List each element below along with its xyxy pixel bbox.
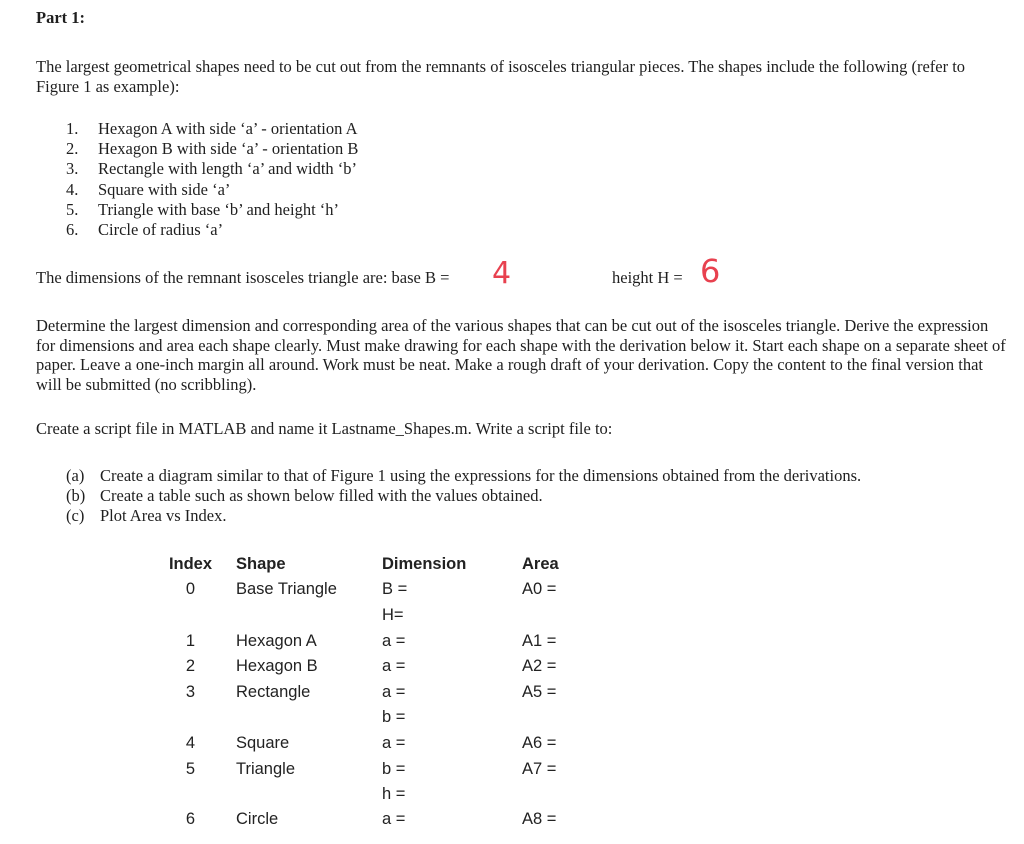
list-item: (c) Plot Area vs Index. (66, 506, 227, 526)
list-item: (a) Create a diagram similar to that of Figure 1 using the expressions for the dimensions obtained from the derivations. (66, 466, 862, 485)
cell-area: A7 = (522, 760, 557, 778)
script-instructions: Create a script file in MATLAB and name it Lastname_Shapes.m. Write a script file to: (36, 419, 613, 438)
cell-dimension: H= (382, 606, 404, 624)
cell-shape: Rectangle (236, 683, 311, 701)
tasks-list (66, 466, 861, 527)
cell-area: A8 = (522, 810, 557, 828)
cell-area: A6 = (522, 734, 557, 752)
list-item: 3. Rectangle with length ‘a’ and width ‘b’ (66, 159, 358, 179)
list-item: 6. Circle of radius ‘a’ (66, 220, 224, 240)
instructions-paragraph: Determine the largest dimension and corresponding area of the various shapes that can be cut out of the isosceles triangle. Derive the expression for dimensions and area each shape clearly. Must make drawing for each shape with the derivation below it. Start each shape on a separate sheet of paper. Leave a one-inch margin all around. Work must be neat. Make a rough draft of your derivation. Copy the content to the final version that will be submitted (no scribbling). (36, 316, 1006, 394)
cell-dimension: a = (382, 683, 406, 701)
cell-index: 3 (185, 683, 196, 701)
cell-dimension: h = (382, 785, 406, 803)
cell-shape: Base Triangle (236, 580, 337, 598)
cell-index: 4 (185, 734, 196, 752)
list-item: 2. Hexagon B with side ‘a’ - orientation B (66, 139, 359, 159)
cell-dimension: a = (382, 734, 406, 752)
cell-shape: Circle (236, 810, 279, 828)
intro-paragraph: The largest geometrical shapes need to be cut out from the remnants of isosceles triangular pieces. The shapes include the following (refer to Figure 1 as example): (36, 57, 966, 96)
cell-dimension: a = (382, 632, 406, 650)
cell-index: 5 (185, 760, 196, 778)
cell-index: 2 (185, 657, 196, 675)
cell-index: 0 (185, 580, 196, 598)
cell-area: A5 = (522, 683, 557, 701)
cell-dimension: b = (382, 708, 406, 726)
cell-shape: Hexagon A (236, 632, 317, 650)
cell-index: 1 (185, 632, 196, 650)
cell-dimension: a = (382, 810, 406, 828)
base-dimension-label: The dimensions of the remnant isosceles triangle are: base B = (36, 268, 450, 287)
cell-area: A2 = (522, 657, 557, 675)
cell-dimension: B = (382, 580, 408, 598)
cell-dimension: a = (382, 657, 406, 675)
list-item: (b) Create a table such as shown below filled with the values obtained. (66, 486, 543, 506)
height-value-handwritten: 6 (700, 252, 721, 290)
shapes-list (66, 119, 358, 240)
header-index: Index (168, 555, 213, 573)
cell-shape: Triangle (236, 760, 295, 778)
part-heading: Part 1: (36, 8, 86, 27)
cell-shape: Hexagon B (236, 657, 318, 675)
cell-shape: Square (236, 734, 290, 752)
header-dimension: Dimension (382, 555, 467, 573)
cell-dimension: b = (382, 760, 406, 778)
base-value-handwritten: 4 (492, 256, 512, 291)
header-area: Area (522, 555, 559, 573)
header-shape: Shape (236, 555, 286, 573)
cell-area: A0 = (522, 580, 557, 598)
list-item: 1. Hexagon A with side ‘a’ - orientation A (66, 119, 358, 138)
cell-index: 6 (185, 810, 196, 828)
height-dimension-label: height H = (612, 268, 683, 287)
cell-area: A1 = (522, 632, 557, 650)
list-item: 5. Triangle with base ‘b’ and height ‘h’ (66, 199, 340, 219)
list-item: 4. Square with side ‘a’ (66, 179, 231, 199)
